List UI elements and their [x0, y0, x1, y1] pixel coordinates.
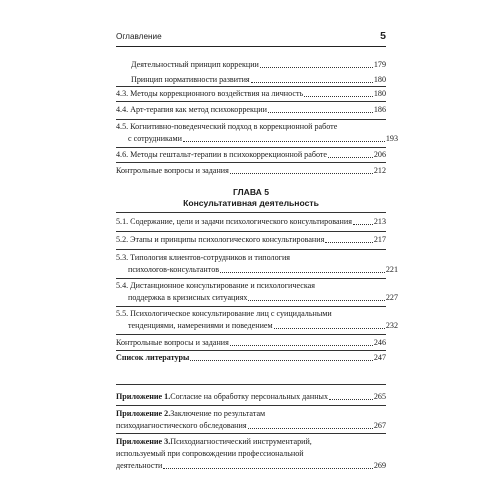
toc-entry-text: психодиагностического обследования: [116, 421, 247, 430]
toc-page-number: 180: [373, 89, 386, 98]
dot-leader: [230, 173, 373, 174]
header-page-number: 5: [380, 30, 386, 42]
dot-leader: [183, 141, 385, 142]
dot-leader: [274, 328, 385, 329]
toc-page-number: 221: [385, 265, 398, 274]
toc-entry-literature[interactable]: [116, 353, 386, 363]
dot-leader: [353, 224, 373, 225]
toc-entry-text: Психодиагностический инструментарий,: [170, 437, 312, 446]
toc-page-number: 217: [373, 235, 386, 244]
toc-page-number: 206: [373, 150, 386, 159]
toc-entry[interactable]: [116, 281, 398, 303]
toc-page-number: 179: [373, 60, 386, 69]
toc-entry-text: 4.3. Методы коррекционного воздействия на личность: [116, 89, 304, 98]
toc-entry-text: используемый при сопровождении профессиональной: [116, 449, 304, 458]
dot-leader: [260, 67, 373, 68]
toc-entry[interactable]: [116, 150, 386, 160]
toc-page-number: 247: [373, 353, 386, 362]
toc-page-number: 265: [373, 392, 386, 401]
toc-entry-text: Заключение по результатам: [170, 409, 266, 418]
dot-leader: [304, 96, 373, 97]
toc-entry-appendix[interactable]: [116, 392, 386, 402]
section-divider: [116, 405, 386, 406]
toc-page-number: 213: [373, 217, 386, 226]
dot-leader: [220, 272, 385, 273]
toc-page-number: 186: [373, 105, 386, 114]
running-header: [116, 30, 386, 47]
toc-entry[interactable]: [116, 89, 386, 99]
toc-entry[interactable]: [116, 105, 386, 115]
section-divider: [116, 212, 386, 213]
dot-leader: [329, 399, 373, 400]
section-divider: [116, 162, 386, 163]
toc-entry[interactable]: [116, 166, 386, 176]
toc-page-number: 267: [373, 421, 386, 430]
toc-entry-appendix[interactable]: [116, 437, 386, 471]
toc-entry-text: Контрольные вопросы и задания: [116, 166, 229, 175]
toc-entry-text: тенденциями, намерениями и поведением: [128, 321, 273, 330]
toc-entry[interactable]: [116, 309, 398, 331]
toc-entry[interactable]: [116, 217, 386, 227]
toc-entry-text: Деятельностный принцип коррекции: [131, 60, 259, 69]
section-divider: [116, 334, 386, 335]
toc-page-number: 246: [373, 338, 386, 347]
section-divider: [116, 433, 386, 434]
toc-entry-text: психологов-консультантов: [128, 265, 220, 274]
toc-entry-text: с сотрудниками: [128, 134, 182, 143]
dot-leader: [248, 428, 373, 429]
section-divider: [116, 119, 386, 120]
chapter-title: Консультативная деятельность: [183, 198, 319, 208]
dot-leader: [230, 345, 373, 346]
toc-entry[interactable]: [131, 60, 386, 70]
dot-leader: [251, 82, 373, 83]
toc-entry-text: Список литературы: [116, 353, 190, 362]
appendix-label: Приложение 1.: [116, 392, 171, 401]
toc-entry[interactable]: [116, 253, 398, 275]
toc-page-number: 269: [373, 461, 386, 470]
toc-entry-text: Контрольные вопросы и задания: [116, 338, 229, 347]
toc-entry-text: поддержка в кризисных ситуациях: [128, 293, 248, 302]
toc-page-number: 212: [373, 166, 386, 175]
toc-entry[interactable]: [116, 338, 386, 348]
section-divider: [116, 384, 386, 385]
section-divider: [116, 350, 386, 351]
toc-entry-text: Согласие на обработку персональных данных: [170, 392, 329, 401]
chapter-number: ГЛАВА 5: [232, 187, 270, 197]
toc-entry-text: 4.5. Когнитивно-поведенческий подход в коррекционной работе: [116, 122, 338, 131]
toc-entry-text: 5.1. Содержание, цели и задачи психологического консультирования: [116, 217, 352, 226]
toc-entry-text: 4.6. Методы гештальт-терапии в психокоррекционной работе: [116, 150, 328, 159]
toc-entry[interactable]: [116, 235, 386, 245]
toc-page-number: 180: [373, 75, 386, 84]
section-divider: [116, 86, 386, 87]
toc-entry-text: 4.4. Арт-терапия как метод психокоррекции: [116, 105, 267, 114]
toc-entry[interactable]: [116, 122, 398, 144]
section-divider: [116, 231, 386, 232]
section-divider: [116, 249, 386, 250]
section-divider: [116, 306, 386, 307]
appendix-label: Приложение 2.: [116, 409, 171, 418]
section-divider: [116, 278, 386, 279]
dot-leader: [248, 300, 384, 301]
toc-entry[interactable]: [131, 75, 386, 85]
toc-page-number: 232: [385, 321, 398, 330]
toc-entry-text: 5.2. Этапы и принципы психологического консультирования: [116, 235, 325, 244]
toc-page-number: 227: [385, 293, 398, 302]
toc-entry-appendix[interactable]: [116, 409, 386, 431]
dot-leader: [163, 468, 373, 469]
toc-entry-text: деятельности: [116, 461, 163, 470]
dot-leader: [268, 112, 373, 113]
section-divider: [116, 101, 386, 102]
toc-entry-text: 5.4. Дистанционное консультирование и психологическая: [116, 281, 315, 290]
toc-page-number: 193: [385, 134, 398, 143]
appendix-label: Приложение 3.: [116, 437, 171, 446]
header-title: Оглавление: [116, 32, 162, 41]
toc-entry-text: 5.5. Психологическое консультирование лиц с суицидальными: [116, 309, 332, 318]
section-divider: [116, 147, 386, 148]
dot-leader: [190, 360, 373, 361]
dot-leader: [325, 242, 373, 243]
toc-entry-text: 5.3. Типология клиентов-сотрудников и типология: [116, 253, 291, 262]
dot-leader: [328, 157, 373, 158]
toc-entry-text: Принцип нормативности развития: [131, 75, 250, 84]
